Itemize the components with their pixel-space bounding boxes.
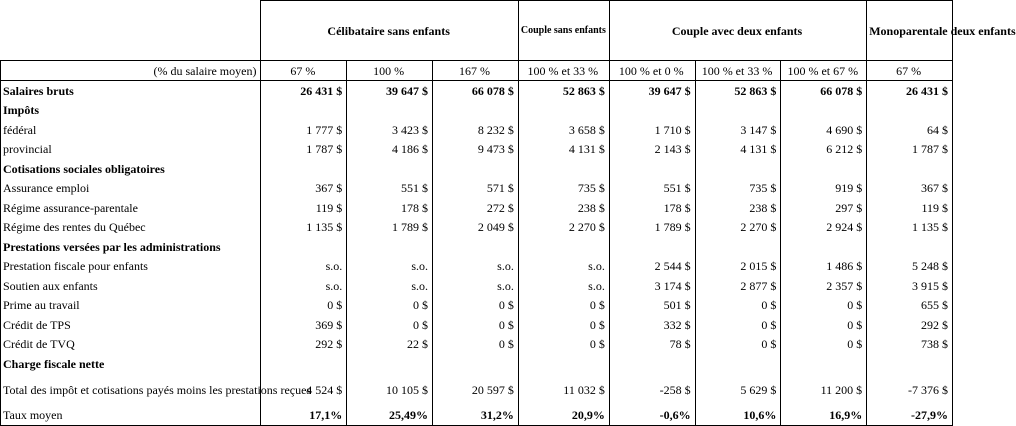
value-cell: 551 $ [609,179,695,199]
table-row [1,296,953,316]
value-cell [518,237,609,257]
value-cell: 0 $ [261,296,347,316]
value-cell: 66 078 $ [781,81,867,101]
value-cell: s.o. [347,276,433,296]
value-cell [695,159,781,179]
row-label: Charge fiscale nette [1,354,261,374]
row-label: Assurance emploi [1,179,261,199]
table-row [1,120,953,140]
value-cell: 6 212 $ [781,140,867,160]
value-cell [609,101,695,121]
value-cell: 0 $ [781,296,867,316]
value-cell: 501 $ [609,296,695,316]
value-cell: 297 $ [781,198,867,218]
row-label: Régime assurance-parentale [1,198,261,218]
value-cell: 0 $ [695,315,781,335]
value-cell: 4 690 $ [781,120,867,140]
value-cell [433,237,519,257]
value-cell: 571 $ [433,179,519,199]
value-cell: 52 863 $ [695,81,781,101]
value-cell [867,159,953,179]
value-cell: 332 $ [609,315,695,335]
value-cell [867,237,953,257]
wage-level-cell: 100 % et 67 % [781,61,867,81]
row-label: Salaires bruts [1,81,261,101]
value-cell [609,237,695,257]
value-cell: -0,6% [609,406,695,426]
value-cell [609,354,695,374]
row-label: Crédit de TPS [1,315,261,335]
value-cell: 1 486 $ [781,257,867,277]
value-cell: 0 $ [518,335,609,355]
value-cell: 39 647 $ [609,81,695,101]
value-cell: s.o. [433,276,519,296]
value-cell [781,237,867,257]
value-cell: 0 $ [347,296,433,316]
row-label: Prime au travail [1,296,261,316]
wage-level-cell: 67 % [261,61,347,81]
value-cell: 52 863 $ [518,81,609,101]
group-header-couple-two-children: Couple avec deux enfants [609,1,866,61]
value-cell: 3 915 $ [867,276,953,296]
row-label: Soutien aux enfants [1,276,261,296]
table-row [1,335,953,355]
row-label: provincial [1,140,261,160]
value-cell: 17,1% [261,406,347,426]
value-cell: 178 $ [347,198,433,218]
value-cell: 0 $ [695,335,781,355]
value-cell: 738 $ [867,335,953,355]
wage-level-cell: 67 % [867,61,953,81]
value-cell: 1 787 $ [867,140,953,160]
value-cell: 10 105 $ [347,374,433,406]
value-cell: s.o. [347,257,433,277]
wage-level-cell: 100 % et 33 % [518,61,609,81]
value-cell: 8 232 $ [433,120,519,140]
table-row [1,81,953,101]
value-cell: 238 $ [695,198,781,218]
value-cell: 4 131 $ [695,140,781,160]
value-cell: 0 $ [518,315,609,335]
value-cell: 0 $ [781,335,867,355]
value-cell: 119 $ [867,198,953,218]
row-label: Cotisations sociales obligatoires [1,159,261,179]
value-cell: 31,2% [433,406,519,426]
value-cell [347,354,433,374]
value-cell: 3 423 $ [347,120,433,140]
value-cell: 2 270 $ [695,218,781,238]
section-header-row [1,159,953,179]
row-label: Prestations versées par les administrations [1,237,261,257]
value-cell [261,237,347,257]
section-header-row [1,101,953,121]
row-label: Total des impôt et cotisations payés moins les prestations reçues [1,374,261,406]
value-cell: 11 032 $ [518,374,609,406]
value-cell [695,354,781,374]
value-cell: 4 131 $ [518,140,609,160]
value-cell [695,101,781,121]
table-row [1,374,953,406]
table-row [1,257,953,277]
value-cell: 655 $ [867,296,953,316]
value-cell: -27,9% [867,406,953,426]
value-cell [518,101,609,121]
value-cell: 10,6% [695,406,781,426]
value-cell [867,101,953,121]
value-cell: 26 431 $ [261,81,347,101]
value-cell: -258 $ [609,374,695,406]
row-label: Régime des rentes du Québec [1,218,261,238]
table-row [1,218,953,238]
value-cell: 919 $ [781,179,867,199]
value-cell: 1 787 $ [261,140,347,160]
table-body [1,81,953,426]
value-cell: 3 658 $ [518,120,609,140]
table-row [1,315,953,335]
value-cell: 9 473 $ [433,140,519,160]
value-cell [609,159,695,179]
value-cell [781,101,867,121]
value-cell: 5 629 $ [695,374,781,406]
value-cell: 25,49% [347,406,433,426]
value-cell: 0 $ [347,315,433,335]
value-cell: 272 $ [433,198,519,218]
value-cell: 292 $ [261,335,347,355]
value-cell: -7 376 $ [867,374,953,406]
value-cell [867,354,953,374]
value-cell: 2 357 $ [781,276,867,296]
value-cell [347,101,433,121]
value-cell [347,159,433,179]
value-cell: s.o. [518,276,609,296]
value-cell: 119 $ [261,198,347,218]
value-cell: 0 $ [433,296,519,316]
value-cell: 0 $ [433,335,519,355]
value-cell: 1 789 $ [609,218,695,238]
value-cell: 11 200 $ [781,374,867,406]
value-cell: 367 $ [867,179,953,199]
value-cell [781,354,867,374]
value-cell [433,159,519,179]
value-cell: 5 248 $ [867,257,953,277]
household-group-header-row [1,1,953,61]
value-cell: s.o. [261,257,347,277]
value-cell [433,354,519,374]
wage-level-header-row [1,61,953,81]
wage-level-caption: (% du salaire moyen) [1,61,261,81]
value-cell: s.o. [261,276,347,296]
value-cell: 0 $ [695,296,781,316]
section-header-row [1,237,953,257]
value-cell: 0 $ [781,315,867,335]
value-cell: 551 $ [347,179,433,199]
section-header-row [1,354,953,374]
table-row [1,406,953,426]
wage-level-cell: 100 % et 33 % [695,61,781,81]
group-header-couple-no-children: Couple sans enfants [518,1,609,61]
value-cell: 0 $ [433,315,519,335]
value-cell: 367 $ [261,179,347,199]
value-cell: 1 777 $ [261,120,347,140]
value-cell: 2 015 $ [695,257,781,277]
row-label: Impôts [1,101,261,121]
value-cell: 3 174 $ [609,276,695,296]
table-row [1,198,953,218]
value-cell [261,101,347,121]
value-cell: 1 135 $ [261,218,347,238]
value-cell: 20,9% [518,406,609,426]
value-cell: 20 597 $ [433,374,519,406]
wage-level-cell: 100 % [347,61,433,81]
value-cell: 2 544 $ [609,257,695,277]
table-row [1,179,953,199]
value-cell: 2 143 $ [609,140,695,160]
value-cell: 369 $ [261,315,347,335]
value-cell [695,237,781,257]
value-cell: 4 524 $ [261,374,347,406]
value-cell: 39 647 $ [347,81,433,101]
value-cell: s.o. [518,257,609,277]
header-spacer [1,1,261,61]
value-cell [347,237,433,257]
value-cell: 2 924 $ [781,218,867,238]
value-cell: 16,9% [781,406,867,426]
row-label: Crédit de TVQ [1,335,261,355]
value-cell: 238 $ [518,198,609,218]
value-cell [433,101,519,121]
value-cell: 64 $ [867,120,953,140]
value-cell [518,354,609,374]
wage-level-cell: 100 % et 0 % [609,61,695,81]
value-cell: 78 $ [609,335,695,355]
value-cell: 2 049 $ [433,218,519,238]
value-cell: 1 789 $ [347,218,433,238]
value-cell: 0 $ [518,296,609,316]
table-row [1,140,953,160]
value-cell: 2 270 $ [518,218,609,238]
value-cell: 1 135 $ [867,218,953,238]
value-cell: 735 $ [518,179,609,199]
value-cell: 1 710 $ [609,120,695,140]
value-cell [261,354,347,374]
value-cell: 4 186 $ [347,140,433,160]
row-label: Taux moyen [1,406,261,426]
value-cell: s.o. [433,257,519,277]
value-cell: 735 $ [695,179,781,199]
group-header-single-no-children: Célibataire sans enfants [261,1,518,61]
value-cell: 292 $ [867,315,953,335]
group-header-single-parent-two-children: Monoparentale deux enfants [867,1,953,61]
value-cell [781,159,867,179]
wage-level-cell: 167 % [433,61,519,81]
value-cell [518,159,609,179]
value-cell: 3 147 $ [695,120,781,140]
row-label: fédéral [1,120,261,140]
value-cell [261,159,347,179]
value-cell: 66 078 $ [433,81,519,101]
value-cell: 26 431 $ [867,81,953,101]
value-cell: 178 $ [609,198,695,218]
value-cell: 2 877 $ [695,276,781,296]
table-row [1,276,953,296]
value-cell: 22 $ [347,335,433,355]
row-label: Prestation fiscale pour enfants [1,257,261,277]
